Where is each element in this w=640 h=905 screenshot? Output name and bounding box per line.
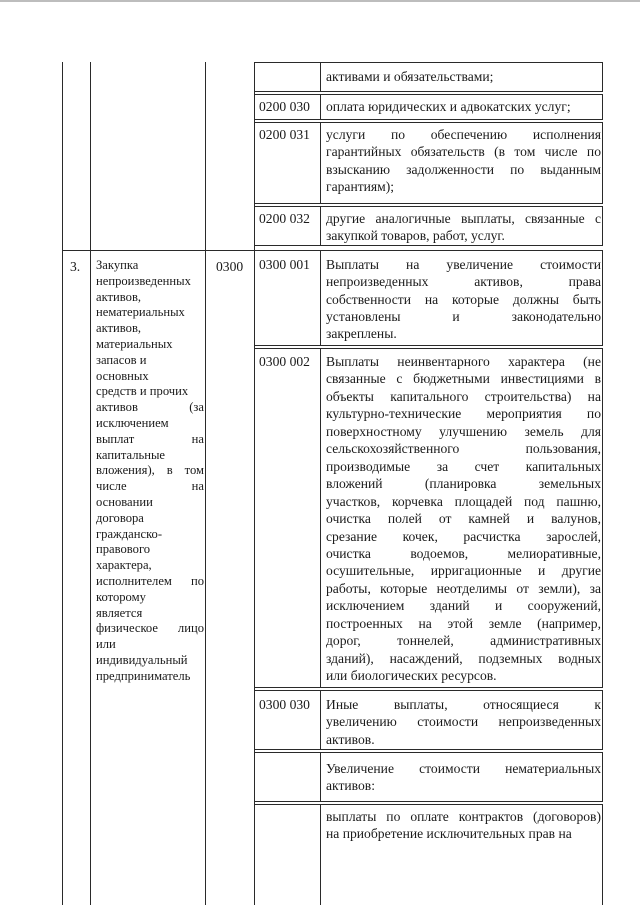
box1-top [254,62,603,63]
box4-right [602,206,603,246]
box8-mid [320,752,321,802]
row-top-4-code: 0200 032 [259,211,310,226]
row-top-3-code: 0200 031 [259,127,310,142]
box1-mid [320,62,321,92]
row-top-2-code: 0200 030 [259,99,310,114]
box4-top [254,206,603,207]
box3-bottom [254,203,603,204]
box5-bottom [254,345,603,346]
box2-right [602,94,603,120]
box1-right [602,62,603,92]
row-0300001-code: 0300 001 [259,257,310,272]
row-0300002-desc: Выплаты неинвентарного характера (не связанные с бюджетными инвестициями в объекты капитального строительства) на культурно-технические мероприятия по поверхностному улучшению земель для сельскохозяйственного пользования, производимые за счет капитальных вложений (планировка земельных участков, корчевка площадей под пашню, очистка полей от камней и валунов, срезание кочек, расчистка зарослей, очистка водоемов, мелиоративные, осушительные, ирригационные и другие работы, которые неотделимы от земли), за исключением зданий и сооружений, построенных на этой земле (например, дорог, тоннелей, административных зданий), насаждений, подземных водных или биологических ресурсов. [326,354,601,684]
col-line-b [90,62,91,256]
box1-bottom [254,91,603,92]
box4-bottom [254,245,603,246]
box5-left [254,250,255,346]
row-0300030-desc: Иные выплаты, относящиеся к увеличению стоимости непроизведенных активов. [326,697,601,747]
box7-top [254,690,603,691]
col-line-b2 [90,250,91,905]
row-0300001-desc: Выплаты на увеличение стоимости непроизведенных активов, права собственности на которые должны быть установлены и законодательно закреплены. [326,257,601,342]
box9-right [602,804,603,905]
row-top-1-desc: активами и обязательствами; [326,69,494,84]
box3-right [602,122,603,204]
box6-mid [320,348,321,688]
box6-right [602,348,603,688]
box2-bottom [254,119,603,120]
box3-left [254,122,255,204]
box3-top [254,122,603,123]
box8-left [254,752,255,802]
col-line-a [62,62,63,256]
section3-top [62,250,254,251]
col-line-c2 [205,250,206,905]
box2-left [254,94,255,120]
box6-left [254,348,255,688]
section3-number: 3. [70,259,81,274]
col-line-a2 [62,250,63,905]
row-top-3-desc: услуги по обеспечению исполнения гарантийных обязательств (в том числе по взысканию задолженности по выданным гарантиям); [326,127,601,194]
box5-right [602,250,603,346]
row-contracts-desc: выплаты по оплате контрактов (договоров) на приобретение исключительных прав на [326,809,601,842]
box9-top [254,804,603,805]
box4-left [254,206,255,246]
box7-mid [320,690,321,750]
box5-top [254,250,603,251]
box8-right [602,752,603,802]
page-top-edge [0,0,640,2]
box5-mid [320,250,321,346]
box7-bottom [254,749,603,750]
box6-top [254,348,603,349]
box1-left [254,62,255,92]
row-0300030-code: 0300 030 [259,697,310,712]
row-intangible-desc: Увеличение стоимости нематериальных активов: [326,761,601,794]
box9-left [254,804,255,905]
section3-code: 0300 [216,259,244,274]
row-top-2-desc: оплата юридических и адвокатских услуг; [326,99,571,114]
row-top-4-desc: другие аналогичные выплаты, связанные с закупкой товаров, работ, услуг. [326,211,601,244]
box8-bottom [254,801,603,802]
box4-mid [320,206,321,246]
row-0300002-code: 0300 002 [259,354,310,369]
box8-top [254,752,603,753]
box2-top [254,94,603,95]
section3-title: Закупка непроизведенных активов, нематериальных активов, материальных запасов и основных средств и прочих активов (за исключением выплат на капитальные вложения), в том числе на основании договора гражданско- правового характера, исполнителем по которому является физическое лицо или индивидуальный предприниматель [96,258,204,683]
box2-mid [320,94,321,120]
box3-mid [320,122,321,204]
box7-right [602,690,603,750]
box6-bottom [254,687,603,688]
box7-left [254,690,255,750]
col-line-c [205,62,206,256]
box9-mid [320,804,321,905]
